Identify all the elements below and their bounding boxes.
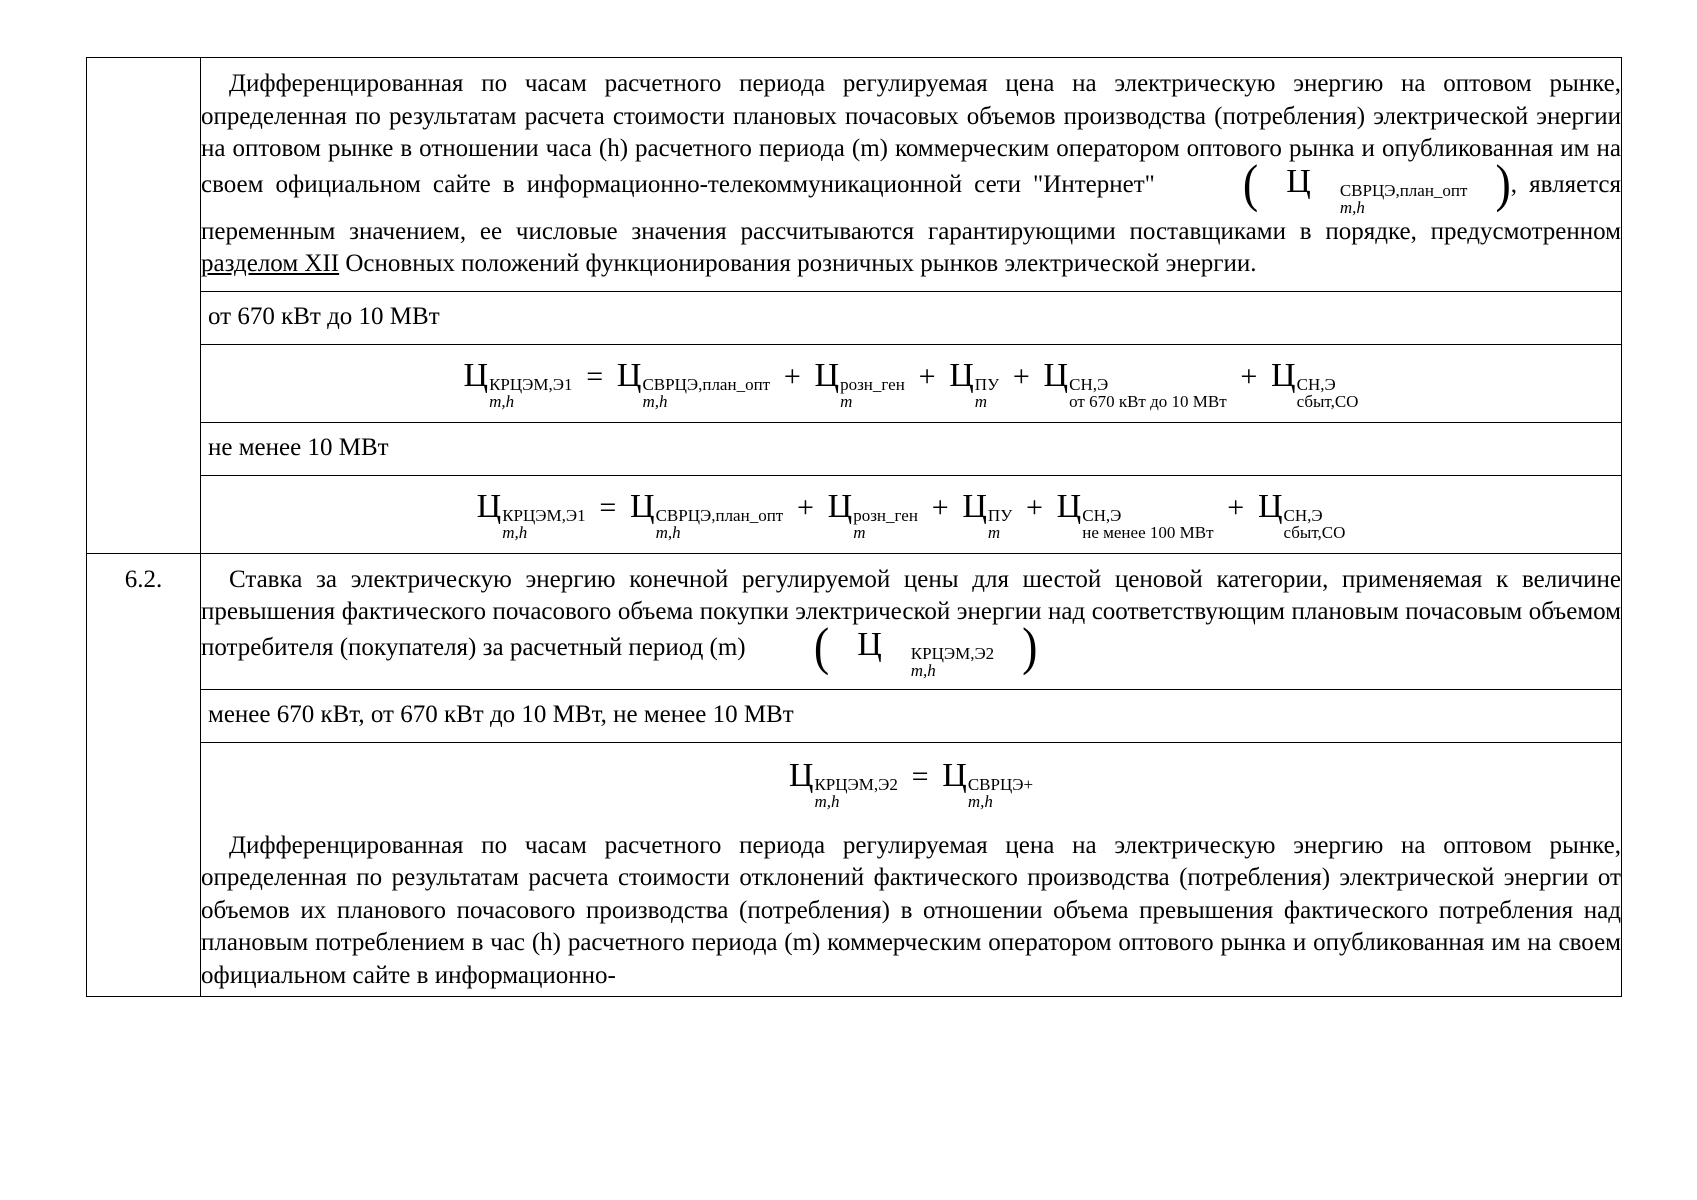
table-row — [87, 422, 1622, 475]
row-number: 6.2. — [124, 565, 163, 593]
table-row — [87, 344, 1622, 422]
formula-krcem-e1-10mw: Ц КРЦЭМ,Э1 m,h = Ц СВРЦЭ,план_опт m,h + Ц розн_ген m + Ц ПУ m + Ц СН,Э не менее 100 МВт + Ц СН,Э сбыт,СО — [476, 487, 1346, 542]
description-paragraph: Ставка за электрическую энергию конечной регулируемой цены для шестой ценовой категории, применяемая к величине превышения фактического почасового объема покупки электрической энергии над соответствующим плановым почасовым объемом потребителя (покупателя) за расчетный период (m) ( Ц КРЦЭМ,Э2 m,h ) — [201, 565, 1621, 680]
power-range-label: от 670 кВт до 10 МВт — [201, 291, 1622, 344]
formula-cell — [201, 475, 1622, 553]
formula-krcem-e1-670: Ц КРЦЭМ,Э1 m,h = Ц СВРЦЭ,план_опт m,h + Ц розн_ген m + Ц ПУ m + Ц СН,Э от 670 кВт до 10 МВт + Ц СН,Э сбыт,СО — [463, 356, 1359, 411]
tariff-table — [86, 57, 1622, 997]
row-number-cell — [87, 553, 201, 997]
formula-inline-krcem-e2: ( Ц КРЦЭМ,Э2 m,h ) — [813, 616, 1038, 680]
formula-and-description-cell — [201, 742, 1622, 997]
section-xii-link[interactable]: разделом XII — [201, 250, 340, 277]
description-paragraph: Дифференцированная по часам расчетного периода регулируемая цена на электрическую энергию на оптовом рынке, определенная по результатам расчета стоимости отклонений фактического производства (потребления) электрической энергии от объемов их планового почасового производства (потребления) в отношении объема превышения фактического потребления над плановым потреблением в час (h) расчетного периода (m) коммерческим оператором оптового рынка и опубликованная им на своем официальном сайте в информационно- — [201, 831, 1621, 989]
row-number-cell — [87, 58, 201, 554]
table-row — [87, 689, 1622, 742]
description-cell — [201, 553, 1622, 689]
formula-krcem-e2: Ц КРЦЭМ,Э2 m,h = Ц СВРЦЭ+ m,h — [788, 756, 1034, 811]
power-range-label: не менее 10 МВт — [201, 422, 1622, 475]
table-row — [87, 553, 1622, 689]
table-row — [87, 475, 1622, 553]
table-row — [87, 742, 1622, 997]
formula-cell — [201, 344, 1622, 422]
table-row — [87, 291, 1622, 344]
table-row — [87, 58, 1622, 292]
description-paragraph: Дифференцированная по часам расчетного периода регулируемая цена на электрическую энергию на оптовом рынке, определенная по результатам расчета стоимости плановых почасовых объемов производства (потребления) электрической энергии на оптовом рынке в отношении часа (h) расчетного периода (m) коммерческим оператором оптового рынка и опубликованная им на своем официальном сайте в информационно-телекоммуникационной сети "Интернет" ( Ц СВРЦЭ,план_опт m,h ), является переменным значением, ее числовые значения рассчитываются гарантирующими поставщиками в порядке, предусмотренном разделом XII Основных положений функционирования розничных рынков электрической энергии. — [201, 70, 1621, 277]
power-range-label: менее 670 кВт, от 670 кВт до 10 МВт, не менее 10 МВт — [201, 689, 1622, 742]
formula-inline-svrce: ( Ц СВРЦЭ,план_опт m,h ) — [1242, 153, 1511, 217]
description-cell — [201, 58, 1622, 292]
